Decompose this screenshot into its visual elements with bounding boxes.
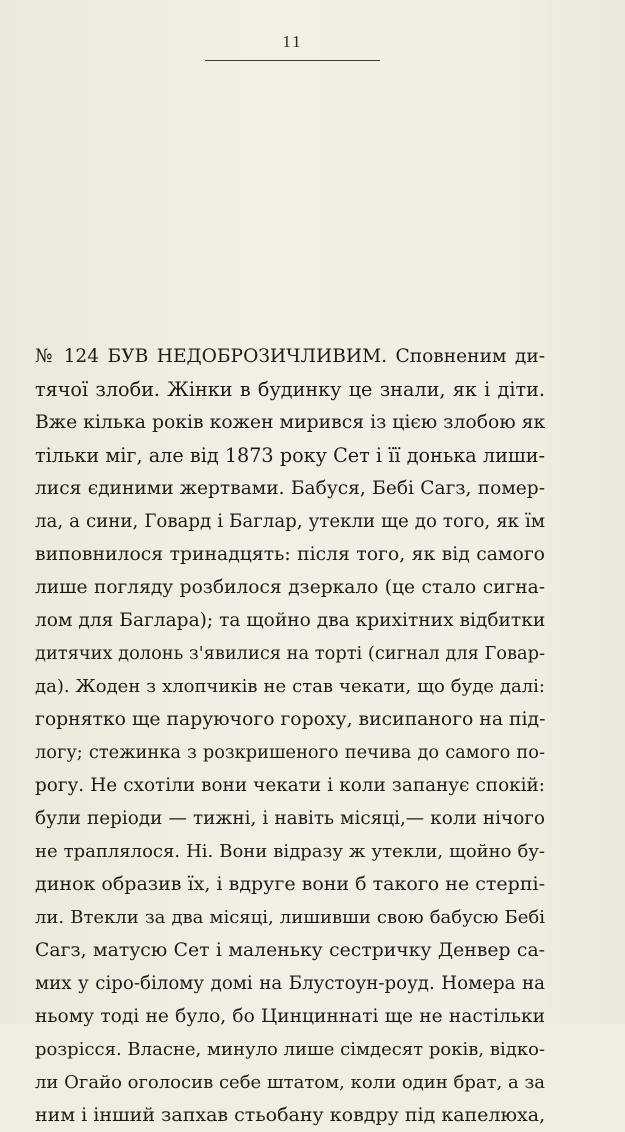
text-line: логу; стежинка з розкришеного печива до самого по- [35,742,545,763]
text-line: горнятко ще паруючого гороху, висипаного на під- [35,709,545,730]
text-line: ли Огайо оголосив себе штатом, коли один брат, а за [35,1072,545,1093]
text-line: ли. Втекли за два місяці, лишивши свою бабусю Бебі [35,907,545,928]
text-line: лися єдиними жертвами. Бабуся, Бебі Сагз, помер- [35,478,545,499]
text-line: мих у сіро-білому домі на Блустоун-роуд. Номера на [35,973,545,994]
text-line: № 124 БУВ НЕДОБРОЗИЧЛИВИМ. Сповненим ди- [35,346,545,367]
text-line: виповнилося тринадцять: після того, як від самого [35,544,545,565]
text-line: лише погляду розбилося дзеркало (це стало сигна- [35,577,545,598]
text-line: були періоди — тижні, і навіть місяці,— коли нічого [35,808,545,829]
text-line: рогу. Не схотіли вони чекати і коли запанує спокій: [35,775,545,796]
text-line: не траплялося. Ні. Вони відразу ж утекли, щойно бу- [35,841,545,862]
text-line: дитячих долонь з'явилися на торті (сигнал для Говар- [35,643,545,664]
text-line: динок образив їх, і вдруге вони б такого не стерпі- [35,873,545,895]
text-line: Сагз, матусю Сет і маленьку сестричку Денвер са- [35,940,545,961]
text-line: лом для Баглара); та щойно два крихітних відбитки [35,610,545,631]
chapter-body-text [35,340,545,1132]
text-line: тячої злоби. Жінки в будинку це знали, як і діти. [35,378,545,401]
text-line: тільки міг, але від 1873 року Сет і її донька лиши- [35,444,545,467]
header-rule [205,60,380,61]
text-line: ним і інший запхав стьобану ковдру під капелюха, [35,1104,545,1126]
text-line: ла, а сини, Говард і Баглар, утекли ще до того, як їм [35,511,545,532]
text-line: Вже кілька років кожен мирився із цією злобою як [35,412,545,433]
text-line: розрісся. Власне, минуло лише сімдесят років, відко- [35,1039,545,1060]
text-line: ньому тоді не було, бо Цинциннаті ще не настільки [35,1006,545,1027]
text-line: да). Жоден з хлопчиків не став чекати, що буде далі: [35,676,545,697]
page-number: 11 [282,32,303,51]
